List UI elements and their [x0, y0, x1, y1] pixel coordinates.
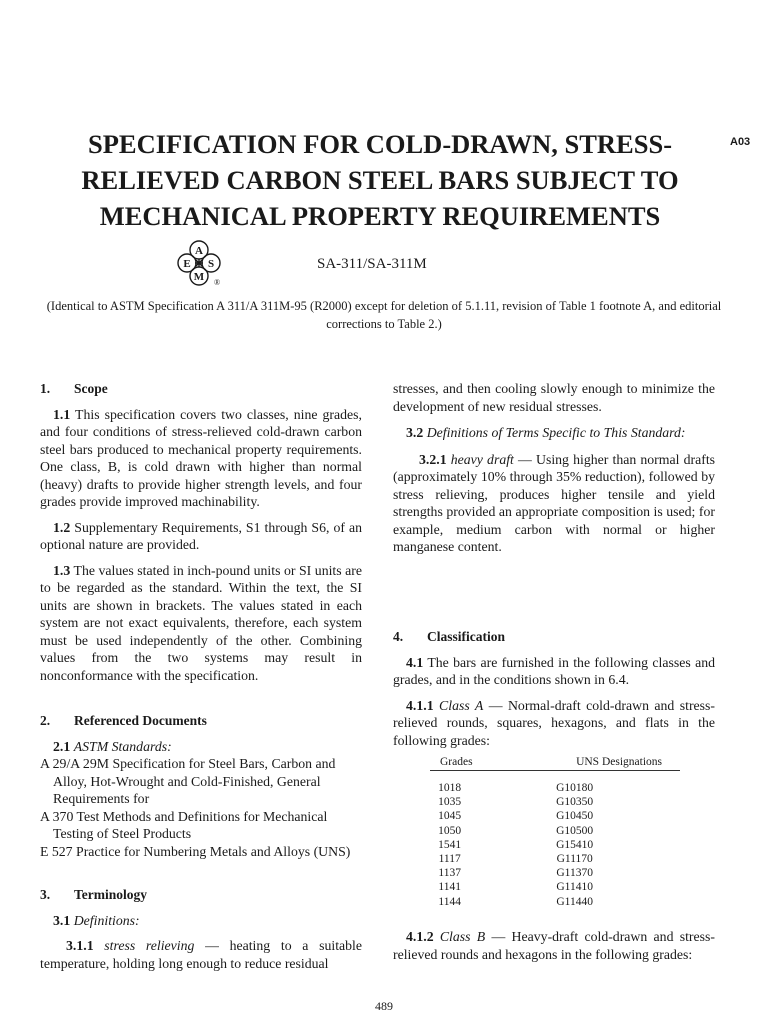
table-row — [430, 795, 680, 809]
logo-letter-s: S — [207, 258, 215, 270]
right-column-top — [393, 380, 715, 556]
table-row — [430, 880, 680, 894]
spec-designation: SA-311/SA-311M — [317, 256, 427, 272]
uns-column-header: UNS Designations — [576, 756, 662, 768]
logo-letter-a: A — [195, 245, 203, 257]
page-number: 489 — [375, 999, 393, 1013]
subsection-3-2: 3.2 Definitions of Terms Specific to This Standard: — [406, 425, 686, 440]
paragraph-1-3: 1.3 The values stated in inch-pound units or SI units are to be regarded as the standard. Within the text, the SI units are shown in brackets. The values stated in each system are not exact equivalents, therefore, each system must be used independently of the other. Combining values from the two systems may result in nonconformance with the specification. — [40, 562, 362, 683]
grades-table — [430, 756, 680, 909]
uns-cell: G11370 — [556, 867, 593, 880]
grade-cell: 1144 — [438, 895, 461, 908]
uns-cell: G11410 — [556, 881, 593, 894]
section-3-heading: 3. Terminology — [40, 887, 148, 902]
grade-cell: 1137 — [438, 867, 461, 880]
subsection-2-1: 2.1 ASTM Standards: — [53, 738, 172, 754]
reference-a29: A 29/A 29M Specification for Steel Bars, Carbon and Alloy, Hot-Wrought and Cold-Finished, General Requirements for — [40, 756, 336, 806]
paragraph-1-1: 1.1 This specification covers two classes, nine grades, and four conditions of stress-relieved cold-drawn carbon steel bars produced to mechanical property requirements. One class, B, is cold drawn with higher than normal (heavy) drafts to provide higher strength levels, and four grades provide improved machinability. — [40, 406, 362, 509]
table-row — [430, 824, 680, 838]
paragraph-4-1: 4.1 The bars are furnished in the following classes and grades, and in the conditions shown in 6.4. — [393, 654, 715, 687]
uns-cell: G10450 — [556, 810, 594, 823]
table-row — [430, 838, 680, 852]
paragraph-4-1-1: 4.1.1 Class A — Normal-draft cold-drawn and stress-relieved rounds, squares, hexagons, and flats in the following grades: — [393, 697, 716, 748]
grade-cell: 1050 — [438, 824, 462, 837]
logo-letter-m: M — [193, 271, 205, 283]
paragraph-4-1-2: 4.1.2 Class B — Heavy-draft cold-drawn and stress-relieved rounds and hexagons in the following grades: — [393, 929, 715, 962]
grades-column-header: Grades — [440, 756, 473, 768]
reference-a370: A 370 Test Methods and Definitions for Mechanical Testing of Steel Products — [40, 808, 328, 841]
grade-cell: 1141 — [438, 881, 461, 894]
table-row — [430, 895, 680, 909]
uns-cell: G10500 — [556, 824, 594, 837]
uns-cell: G11170 — [556, 852, 593, 865]
table-row — [430, 866, 680, 880]
paragraph-3-2-1: 3.2.1 heavy draft — Using higher than normal drafts (approximately 10% through 35% reduction), followed by stress relieving, produces higher tensile and yield strengths provided an appropriate composition is used; for example, medium carbon with normal or higher manganese content. — [393, 451, 716, 554]
title-line-2: RELIEVED CARBON STEEL BARS SUBJECT TO — [81, 165, 679, 195]
uns-cell: G10180 — [556, 782, 594, 794]
title-line-1: SPECIFICATION FOR COLD-DRAWN, STRESS- — [87, 129, 673, 159]
right-column-classification — [393, 628, 715, 749]
left-column — [40, 380, 362, 972]
subsection-3-1: 3.1 Definitions: — [53, 912, 140, 928]
document-title — [40, 126, 720, 234]
uns-cell: G11440 — [556, 895, 593, 908]
section-2-heading: 2. Referenced Documents — [40, 713, 207, 728]
identity-note: (Identical to ASTM Specification A 311/A 311M-95 (R2000) except for deletion of 5.1.11, revision of Table 1 footnote A, and editorial corrections to Table 2.) — [46, 299, 722, 331]
section-4-heading: 4. Classification — [393, 629, 506, 644]
table-row — [430, 809, 680, 823]
grade-cell: 1541 — [438, 838, 462, 851]
grade-cell: 1035 — [438, 796, 462, 809]
paragraph-3-1-1-continued: stresses, and then cooling slowly enough to minimize the development of new residual stresses. — [393, 381, 715, 414]
reference-e527: E 527 Practice for Numbering Metals and Alloys (UNS) — [40, 843, 351, 859]
grades-table-body — [430, 781, 680, 909]
table-row — [430, 852, 680, 866]
asme-logo — [176, 240, 266, 288]
paragraph-1-2: 1.2 Supplementary Requirements, S1 through S6, of an optional nature are provided. — [40, 519, 362, 552]
title-line-3: MECHANICAL PROPERTY REQUIREMENTS — [99, 201, 661, 231]
grade-cell: 1117 — [438, 852, 461, 865]
grade-cell: 1045 — [438, 810, 462, 823]
paragraph-3-1-1: 3.1.1 stress relieving — heating to a suitable temperature, holding long enough to reduce residual — [40, 938, 363, 971]
grades-table-header — [430, 756, 680, 771]
registered-mark: ® — [214, 278, 221, 287]
logo-letter-e: E — [183, 258, 191, 270]
grade-cell: 1018 — [438, 782, 462, 794]
table-row — [430, 781, 680, 795]
uns-cell: G15410 — [556, 838, 594, 851]
section-1-heading: 1. Scope — [40, 381, 108, 396]
uns-cell: G10350 — [556, 796, 594, 809]
revision-mark: A03 — [730, 136, 751, 148]
right-column-bottom — [393, 928, 715, 963]
